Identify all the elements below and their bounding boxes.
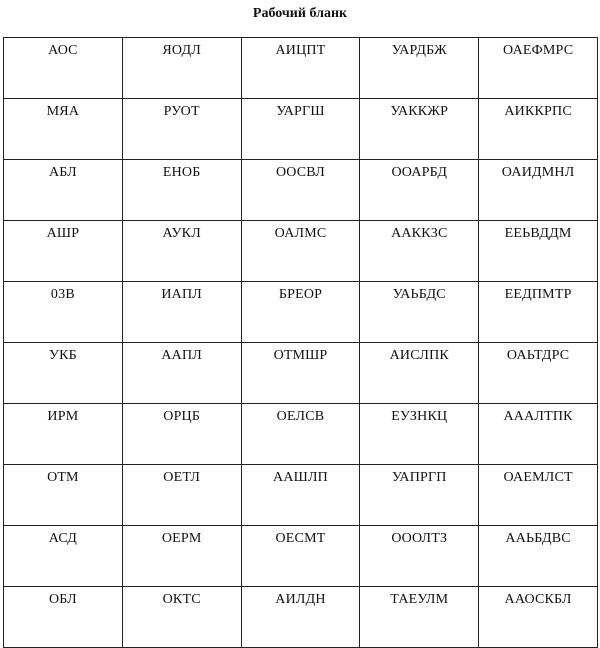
grid-cell: ОРЦБ [122, 404, 241, 465]
grid-cell: ЕЕЬВДДМ [479, 221, 598, 282]
grid-cell: УАРДБЖ [360, 38, 479, 99]
grid-row [4, 221, 598, 282]
grid-cell: ААШЛП [241, 465, 360, 526]
grid-cell: ОАЛМС [241, 221, 360, 282]
grid-row [4, 99, 598, 160]
grid-row [4, 526, 598, 587]
form-title: Рабочий бланк [252, 6, 348, 21]
grid-row [4, 404, 598, 465]
grid-row [4, 343, 598, 404]
grid-row [4, 587, 598, 648]
grid-cell: ААККЗС [360, 221, 479, 282]
grid-cell: ИАПЛ [122, 282, 241, 343]
grid-cell: АУКЛ [122, 221, 241, 282]
grid-cell: ОООЛТЗ [360, 526, 479, 587]
grid-cell: УАККЖР [360, 99, 479, 160]
grid-cell: ОАИДМНЛ [479, 160, 598, 221]
grid-cell: ООАРБД [360, 160, 479, 221]
grid-cell: 03В [4, 282, 123, 343]
grid-cell: АШР [4, 221, 123, 282]
grid-cell: ОЕСМТ [241, 526, 360, 587]
grid-cell: ИРМ [4, 404, 123, 465]
grid-cell: ЕЕДПМТР [479, 282, 598, 343]
grid-cell: МЯА [4, 99, 123, 160]
grid-cell: АААЛТПК [479, 404, 598, 465]
grid-cell: АИЦПТ [241, 38, 360, 99]
grid-cell: АИСЛПК [360, 343, 479, 404]
grid-cell: АИККРПС [479, 99, 598, 160]
grid-cell: ААПЛ [122, 343, 241, 404]
grid-cell: ОЕРМ [122, 526, 241, 587]
letter-grid [3, 37, 598, 648]
grid-row [4, 160, 598, 221]
grid-cell: ОБЛ [4, 587, 123, 648]
grid-cell: ЕУЗНКЦ [360, 404, 479, 465]
grid-cell: ОТМШР [241, 343, 360, 404]
grid-row [4, 465, 598, 526]
grid-row [4, 38, 598, 99]
grid-cell: АБЛ [4, 160, 123, 221]
grid-cell: УКБ [4, 343, 123, 404]
grid-cell: ТАЕУЛМ [360, 587, 479, 648]
grid-cell: АИЛДН [241, 587, 360, 648]
grid-cell: ОАЕФМРС [479, 38, 598, 99]
grid-cell: ЕНОБ [122, 160, 241, 221]
grid-cell: ОТМ [4, 465, 123, 526]
grid-row [4, 282, 598, 343]
grid-cell: ОКТС [122, 587, 241, 648]
grid-cell: ААЬБДВС [479, 526, 598, 587]
grid-cell: ОЕТЛ [122, 465, 241, 526]
grid-cell: ОЕЛСВ [241, 404, 360, 465]
grid-cell: БРЕОР [241, 282, 360, 343]
grid-cell: ОАЕМЛСТ [479, 465, 598, 526]
grid-cell: АСД [4, 526, 123, 587]
grid-cell: ОАЬТДРС [479, 343, 598, 404]
grid-cell: УАПРГП [360, 465, 479, 526]
grid-cell: ООСВЛ [241, 160, 360, 221]
grid-cell: ЯОДЛ [122, 38, 241, 99]
grid-cell: РУОТ [122, 99, 241, 160]
grid-cell: ААОСКБЛ [479, 587, 598, 648]
grid-cell: УАРГШ [241, 99, 360, 160]
grid-cell: АОС [4, 38, 123, 99]
grid-cell: УАЬБДС [360, 282, 479, 343]
